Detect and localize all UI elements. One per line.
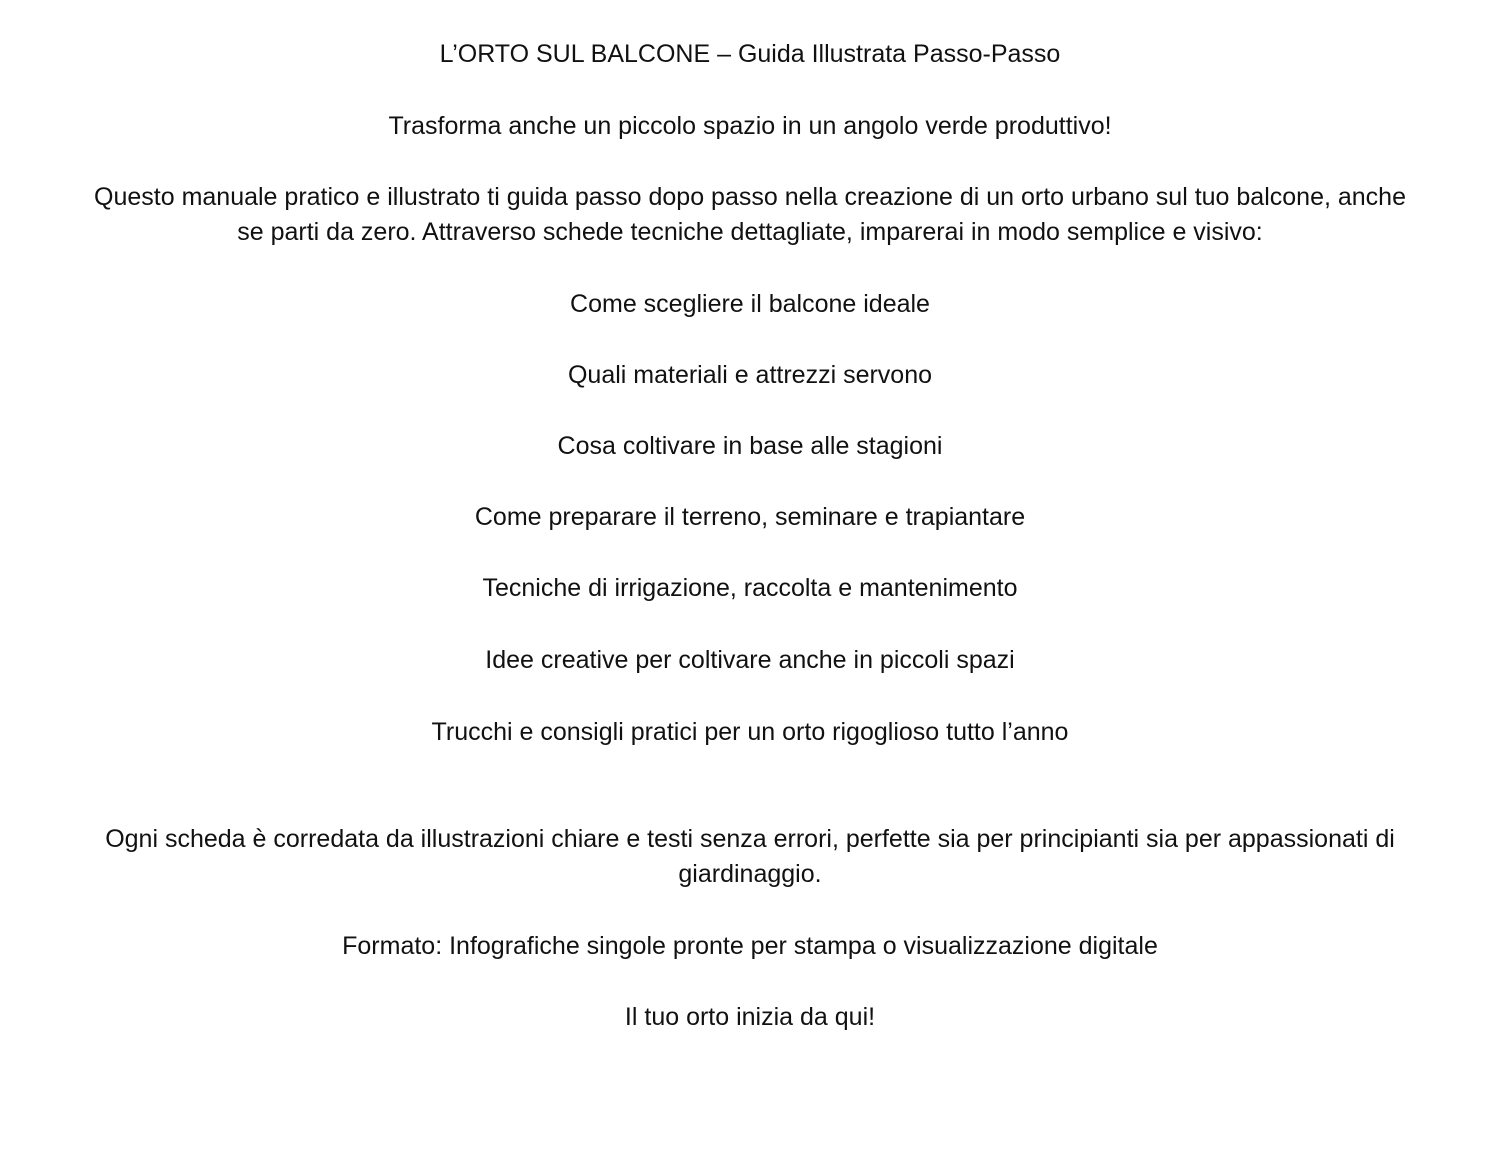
document-title: L’ORTO SUL BALCONE – Guida Illustrata Passo-Passo [439,40,1061,68]
topic-item: Come preparare il terreno, seminare e trapiantare [474,503,1026,531]
topic-item: Trucchi e consigli pratici per un orto rigoglioso tutto l’anno [431,718,1069,746]
closing-line-1: Ogni scheda è corredata da illustrazioni chiare e testi senza errori, perfette sia per principianti sia per appassionati di [105,825,1395,853]
topic-item: Quali materiali e attrezzi servono [567,361,933,389]
tagline: Trasforma anche un piccolo spazio in un angolo verde produttivo! [388,112,1112,140]
intro-line-2: se parti da zero. Attraverso schede tecniche dettagliate, imparerai in modo semplice e visivo: [237,218,1263,246]
topic-item: Tecniche di irrigazione, raccolta e mantenimento [482,574,1018,602]
topic-item: Come scegliere il balcone ideale [570,290,930,318]
topic-item: Cosa coltivare in base alle stagioni [557,432,943,460]
closing-line-2: giardinaggio. [678,860,822,888]
sign-off: Il tuo orto inizia da qui! [624,1003,876,1031]
intro-line-1: Questo manuale pratico e illustrato ti guida passo dopo passo nella creazione di un orto urbano sul tuo balcone, anche [94,183,1406,211]
format-note: Formato: Infografiche singole pronte per stampa o visualizzazione digitale [342,932,1158,960]
topic-item: Idee creative per coltivare anche in piccoli spazi [485,646,1015,674]
